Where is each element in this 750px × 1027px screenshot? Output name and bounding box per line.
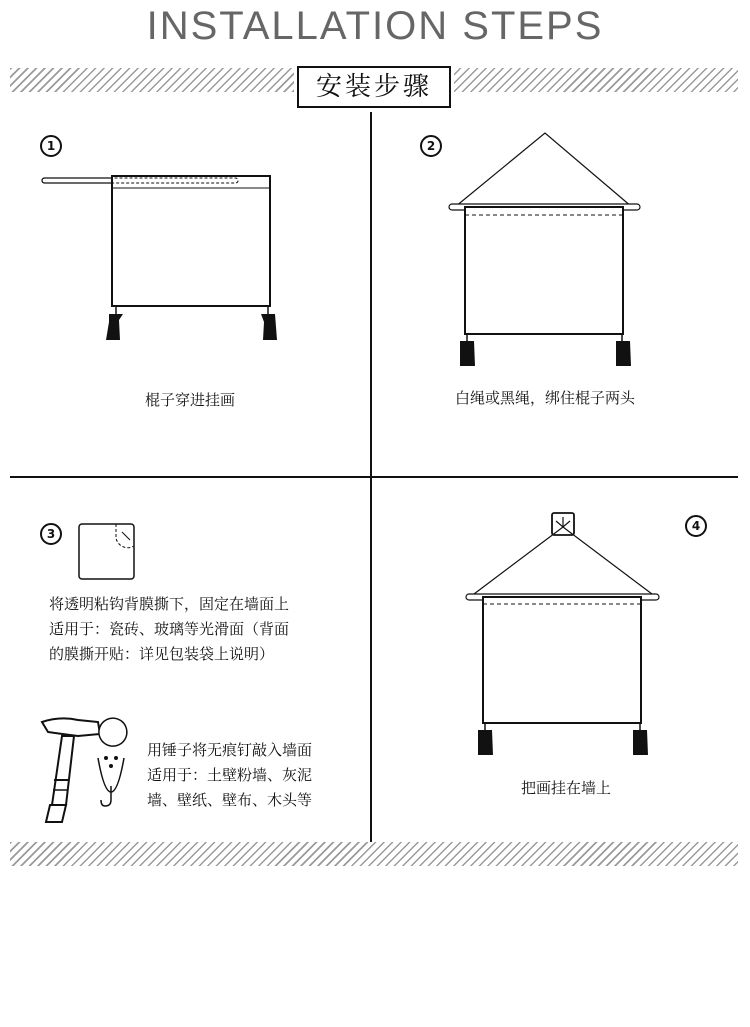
step3-hammer-line-3: 墙、壁纸、壁布、木头等: [147, 791, 313, 809]
step-number-2: 2: [420, 135, 442, 157]
scroll-canvas: [112, 176, 270, 306]
step1-caption: 棍子穿进挂画: [144, 391, 235, 409]
step3-hammer-line-2: 适用于：土壁粉墙、灰泥: [147, 766, 313, 784]
adhesive-hook-icon: [79, 524, 134, 579]
hanging-string: [470, 527, 656, 597]
step3-line-3: 的膜撕开贴：详见包装袋上说明）: [49, 645, 275, 663]
step2-illustration: [449, 133, 640, 366]
step3-hammer-text: [147, 738, 312, 813]
step4-illustration: [466, 513, 659, 755]
scroll-canvas: [483, 597, 641, 723]
hammer-icon: [42, 718, 100, 822]
tassel-right: [261, 314, 277, 340]
hatch-band-bottom: [10, 842, 738, 866]
step3-line-1: 将透明粘钩背膜撕下，固定在墙面上: [49, 595, 290, 613]
tassel-left: [478, 730, 493, 755]
scroll-canvas: [465, 207, 623, 334]
tassel-left: [460, 341, 475, 366]
tassel-right: [616, 341, 631, 366]
tassel-left: [106, 314, 123, 340]
hanging-string: [455, 133, 632, 207]
tassel-right: [633, 730, 648, 755]
page-title: INSTALLATION STEPS: [146, 4, 604, 48]
step1-illustration: [42, 176, 277, 340]
step2-caption: 白绳或黑绳，绑住棍子两头: [454, 389, 635, 407]
nail-hook-icon: [98, 718, 127, 806]
step4-caption: 把画挂在墙上: [520, 779, 611, 797]
step3-line-2: 适用于：瓷砖、玻璃等光滑面（背面: [49, 620, 290, 638]
step3-hammer-line-1: 用锤子将无痕钉敲入墙面: [147, 741, 313, 759]
step-number-1: 1: [40, 135, 62, 157]
step3-adhesive-text: [49, 592, 289, 667]
section-badge: 安装步骤: [297, 66, 451, 108]
step-number-4: 4: [685, 515, 707, 537]
step-number-3: 3: [40, 523, 62, 545]
